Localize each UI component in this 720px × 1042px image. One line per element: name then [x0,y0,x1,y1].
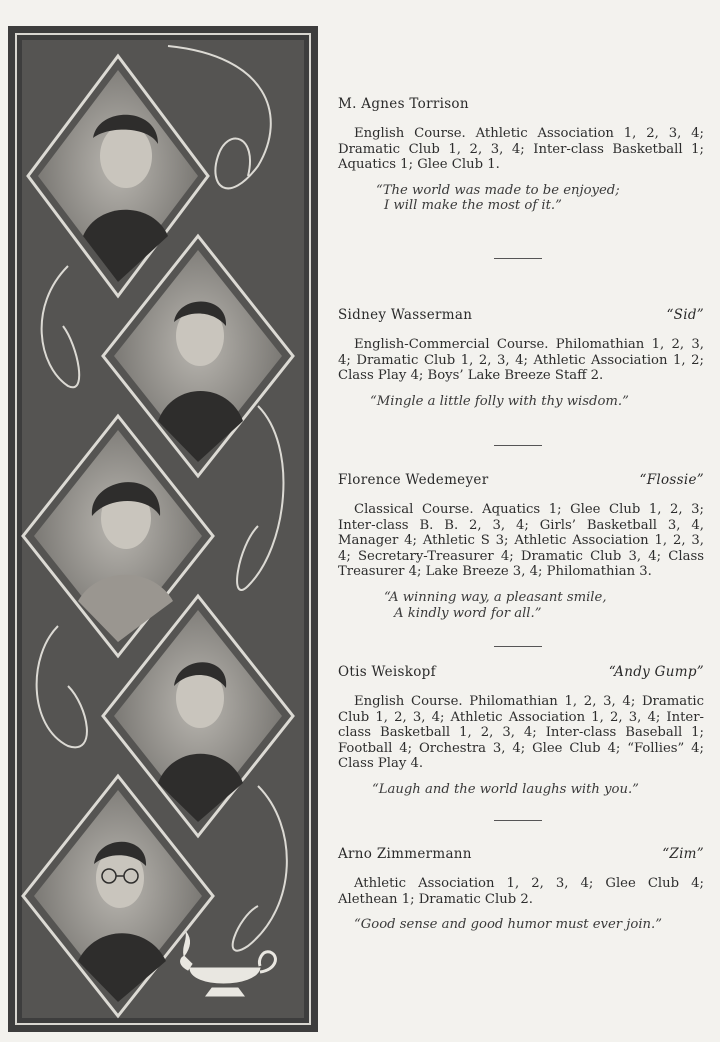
senior-quote [338,917,704,933]
quote-line: I will make the most of it.” [384,198,562,214]
entry-header [338,472,704,488]
quote-line: “Laugh and the world laughs with you.” [372,781,639,797]
entry-header [338,96,704,112]
quote-line: “The world was made to be enjoyed; [376,182,620,198]
student-name: Otis Weiskopf [338,664,436,680]
activity-record: English Course. Athletic Association 1, 2, 3, 4; Dramatic Club 1, 2, 3, 4; Inter-class Basketball 1; Aquatics 1; Glee Club 1. [338,126,704,173]
senior-quote [338,782,704,798]
entry-header [338,664,704,680]
quote-line: “Good sense and good humor must ever join.” [354,917,662,933]
entry-agnes-torrison [338,96,704,214]
portrait-panel-art [8,26,318,1032]
entry-header [338,846,704,862]
student-nickname: “Sid” [666,307,704,323]
quote-line: “A winning way, a pleasant smile, [384,589,607,605]
entry-arno-zimmermann [338,846,704,933]
student-name: Arno Zimmermann [338,846,472,862]
quote-line: “Mingle a little folly with thy wisdom.” [370,393,629,409]
student-name: Sidney Wasserman [338,307,473,323]
entry-header [338,307,704,323]
activity-record: English-Commercial Course. Philomathian 1, 2, 3, 4; Dramatic Club 1, 2, 3, 4; Athletic Association 1, 2; Class Play 4; Boys’ Lake Breeze Staff 2. [338,337,704,384]
portrait-panel [8,26,318,1032]
activity-record: English Course. Philomathian 1, 2, 3, 4; Dramatic Club 1, 2, 3, 4; Athletic Association 1, 2, 3, 4; Inter-class Basketball 1, 2, 3, 4; Inter-class Baseball 1; Football 4; Orchestra 3, 4; Glee Club 4; “Follies” 4; Class Play 4. [338,694,704,772]
quote-line: A kindly word for all.” [394,605,542,621]
entry-florence-wedemeyer [338,472,704,621]
student-nickname: “Zim” [662,846,704,862]
entry-divider [494,646,542,647]
entry-otis-weiskopf [338,664,704,798]
activity-record: Athletic Association 1, 2, 3, 4; Glee Club 4; Alethean 1; Dramatic Club 2. [338,876,704,907]
entry-divider [494,445,542,446]
student-nickname: “Flossie” [639,472,704,488]
entry-sidney-wasserman [338,307,704,409]
activity-record: Classical Course. Aquatics 1; Glee Club 1, 2, 3; Inter-class B. B. 2, 3, 4; Girls’ Basketball 3, 4, Manager 4; Athletic S 3; Athletic Association 1, 2, 3, 4; Secretary-Treasurer 4; Dramatic Club 3, 4; Class Treasurer 4; Lake Breeze 3, 4; Philomathian 3. [338,502,704,580]
senior-quote [338,183,704,214]
senior-quote [338,590,704,621]
student-nickname: “Andy Gump” [608,664,704,680]
student-name: Florence Wedemeyer [338,472,489,488]
entry-divider [494,820,542,821]
senior-quote [338,394,704,410]
student-name: M. Agnes Torrison [338,96,469,112]
entry-divider [494,258,542,259]
